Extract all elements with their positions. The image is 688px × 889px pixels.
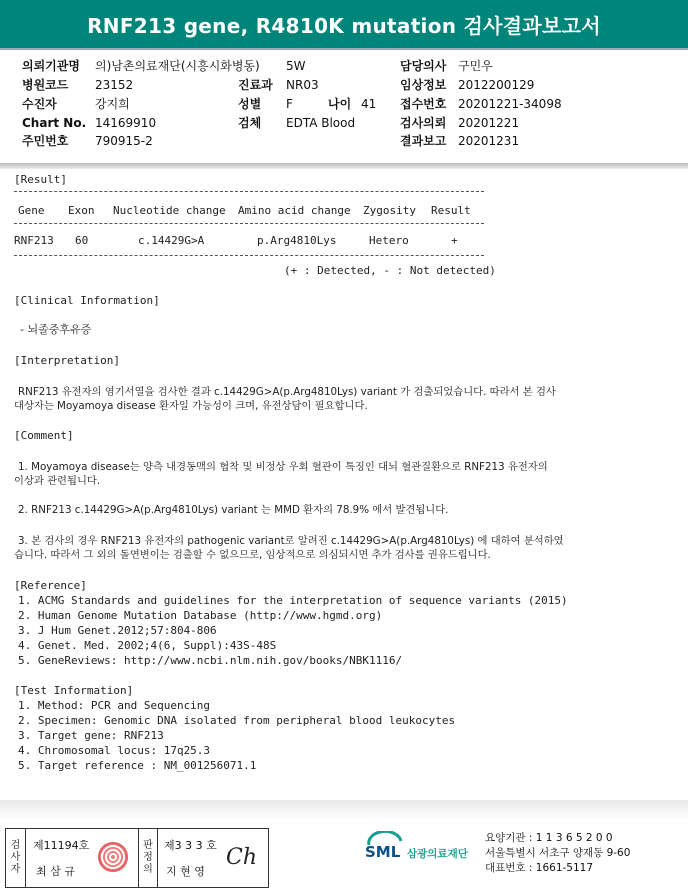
institution-value: 의)남촌의료재단(시흥시화병동) [95,59,260,73]
ssn-label: 주민번호 [22,134,69,148]
test-info-item: 5. Target reference : NM_001256071.1 [18,759,257,772]
interpretation-heading: [Interpretation] [14,354,120,367]
dept-value: NR03 [286,78,319,92]
cell-nucleotide: c.14429G>A [138,234,205,247]
clinical-value: 2012200129 [458,78,535,92]
report-footer [0,816,688,889]
report-date-value: 20201231 [458,134,520,148]
tester-name: 최 삼 규 [36,865,75,878]
test-info-item: 3. Target gene: RNF213 [18,729,164,742]
dept-label: 진료과 [238,78,273,92]
reference-heading: [Reference] [14,579,87,592]
age-value: 41 [361,97,377,111]
comment-3-line-2: 습니다. 따라서 그 외의 돌연변이는 검출할 수 없으므로, 임상적으로 의심되시면 추가 검사를 권유드립니다. [14,549,491,561]
logo-org: 삼광의료재단 [407,848,468,860]
col-result: Result [431,204,471,217]
chart-value: 14169910 [95,116,157,130]
sml-logo [365,831,485,871]
sex-value: F [286,97,293,111]
col-nucleotide: Nucleotide change [113,204,226,217]
comment-1-line-2: 이상과 관련됩니다. [14,475,101,487]
result-heading: [Result] [14,173,67,186]
lab-code: 요양기관 : 1 1 3 6 5 2 0 0 [485,832,613,844]
comment-2: 2. RNF213 c.14429G>A(p.Arg4810Lys) variant 는 MMD 환자의 78.9% 에서 발견됩니다. [18,504,449,516]
table-divider-bottom [14,255,484,256]
reference-item: 2. Human Genome Mutation Database (http://www.hgmd.org) [18,609,383,622]
report-title: RNF213 gene, R4810K mutation 검사결과보고서 [87,13,601,38]
comment-3-line-1: 3. 본 검사의 경우 RNF213 유전자의 pathogenic variant로 알려진 c.14429G>A(p.Arg4810Lys) 에 대하여 분석하였 [18,535,564,547]
tester-license: 제11194호 [33,839,90,852]
clinical-heading: [Clinical Information] [14,294,160,307]
result-legend: (+ : Detected, - : Not detected) [284,264,496,277]
test-info-item: 2. Specimen: Genomic DNA isolated from peripheral blood leukocytes [18,714,456,727]
col-exon: Exon [68,204,95,217]
hospital-code-value: 23152 [95,78,134,92]
logo-text: SML [365,843,401,861]
cell-exon: 60 [75,234,89,247]
header-divider [0,163,688,169]
reference-item: 1. ACMG Standards and guidelines for the interpretation of sequence variants (2015) [18,594,568,607]
test-info-item: 4. Chromosomal locus: 17q25.3 [18,744,211,757]
reviewer-name: 지 현 영 [166,865,205,878]
cell-result: + [451,234,458,247]
test-info-item: 1. Method: PCR and Sequencing [18,699,211,712]
report-title-bar [0,0,688,50]
reference-item: 5. GeneReviews: http://www.ncbi.nlm.nih.gov/books/NBK1116/ [18,654,403,667]
reference-item: 3. J Hum Genet.2012;57:804-806 [18,624,217,637]
signature-box [5,828,269,888]
hospital-code-label: 병원코드 [22,78,69,92]
receipt-value: 20201221-34098 [458,97,562,111]
col-amino: Amino acid change [238,204,351,217]
reviewer-license: 제3 3 3 호 [164,839,217,852]
name-value: 강지희 [95,97,130,111]
age-label: 나이 [328,97,352,111]
institution-label: 의뢰기관명 [22,59,80,73]
lab-phone: 대표번호 : 1661-5117 [485,862,594,874]
patient-info [0,52,688,160]
interpretation-line-1: RNF213 유전자의 염기서열을 검사한 결과 c.14429G>A(p.Arg4810Lys) variant 가 검출되었습니다. 따라서 본 검사 [18,386,556,398]
report-date-label: 결과보고 [400,134,447,148]
receipt-label: 접수번호 [400,97,447,111]
specimen-label: 검체 [238,116,262,130]
ward-value: 5W [286,59,306,73]
reference-item: 4. Genet. Med. 2002;4(6, Suppl):43S-48S [18,639,277,652]
reviewer-label: 판정의 [138,829,158,887]
test-info-heading: [Test Information] [14,684,134,697]
cell-gene: RNF213 [14,234,54,247]
cell-amino: p.Arg4810Lys [257,234,337,247]
comment-1-line-1: 1. Moyamoya disease는 양측 내경동맥의 협착 및 비정상 우회 혈관이 특징인 대뇌 혈관질환으로 RNF213 유전자의 [18,461,548,473]
tester-seal [98,842,128,872]
doctor-label: 담당의사 [400,59,447,73]
comment-heading: [Comment] [14,429,74,442]
clinical-item: - 뇌졸중후유증 [20,323,92,336]
name-label: 수진자 [22,97,57,111]
lab-info [485,831,630,876]
sex-label: 성별 [238,97,262,111]
table-divider-mid [14,223,484,224]
reviewer-signature: Ch [226,845,258,870]
interpretation-line-2: 대상자는 Moyamoya disease 환자일 가능성이 크며, 유전상담이 필요합니다. [14,400,368,412]
cell-zygosity: Hetero [369,234,409,247]
request-label: 검사의뢰 [400,116,447,130]
col-gene: Gene [18,204,45,217]
specimen-value: EDTA Blood [286,116,356,130]
table-divider-top [14,191,484,192]
ssn-value: 790915-2 [95,134,153,148]
tester-label: 검사자 [6,829,26,887]
request-value: 20201221 [458,116,520,130]
clinical-label: 임상정보 [400,78,447,92]
lab-address: 서울특별시 서초구 양재동 9-60 [485,847,631,859]
doctor-value: 구민우 [458,59,493,73]
col-zygosity: Zygosity [363,204,416,217]
chart-label: Chart No. [22,116,87,130]
